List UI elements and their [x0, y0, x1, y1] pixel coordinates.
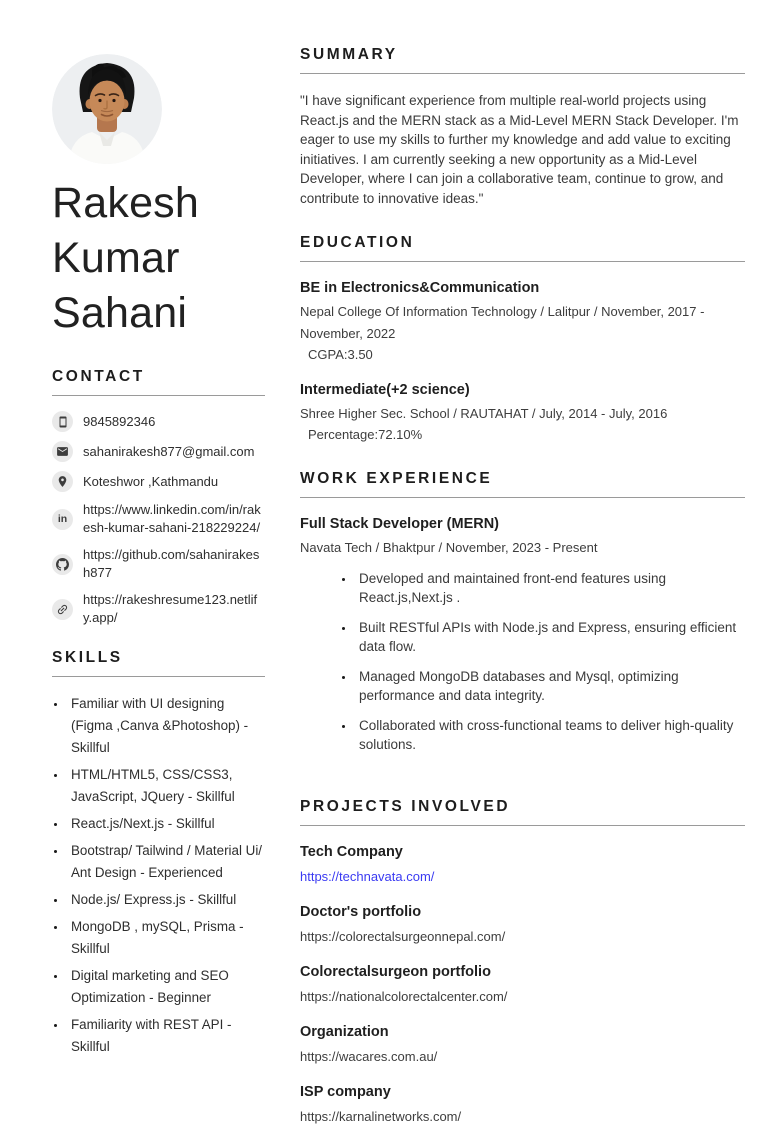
degree-title: Intermediate(+2 science): [300, 382, 470, 398]
skill-item: • Familiarity with REST API - Skillful: [67, 1014, 265, 1058]
degree-meta: Nepal College Of Information Technology / Lalitpur / November, 2017 - November, 2022: [300, 304, 705, 341]
project-url: https://wacares.com.au/: [300, 1049, 438, 1064]
project-url: https://nationalcolorectalcenter.com/: [300, 989, 508, 1004]
phone-icon: [52, 411, 73, 432]
contact-list: [52, 411, 265, 627]
project-title: Doctor's portfolio: [300, 904, 422, 920]
job-meta: Navata Tech / Bhaktpur / November, 2023 - Present: [300, 540, 598, 555]
education-section: [300, 234, 745, 444]
location-text: Koteshwor ,Kathmandu: [83, 473, 219, 489]
skill-item: • Bootstrap/ Tailwind / Material Ui/ Ant Design - Experienced: [67, 840, 265, 884]
job-bullet: • Managed MongoDB databases and Mysql, optimizing performance and data integrity.: [355, 667, 745, 705]
work-header: WORK EXPERIENCE: [300, 470, 493, 487]
job-entry: [300, 515, 745, 754]
education-header: EDUCATION: [300, 234, 415, 251]
degree-detail: Percentage:72.10%: [308, 427, 423, 442]
job-bullet: • Developed and maintained front-end features using React.js,Next.js .: [355, 569, 745, 607]
project-item: [300, 1083, 745, 1126]
project-title: Organization: [300, 1024, 389, 1040]
project-item: [300, 1023, 745, 1066]
contact-header: CONTACT: [52, 368, 145, 385]
project-title: Colorectalsurgeon portfolio: [300, 964, 491, 980]
skill-item: • MongoDB , mySQL, Prisma - Skillful: [67, 916, 265, 960]
projects-section: [300, 798, 745, 1126]
skill-item: • Node.js/ Express.js - Skillful: [67, 889, 265, 911]
email-text: sahanirakesh877@gmail.com: [83, 443, 255, 459]
project-url: https://karnalinetworks.com/: [300, 1109, 462, 1124]
contact-item-website: [52, 591, 265, 627]
summary-text: "I have significant experience from multiple real-world projects using React.js and the MERN stack as a Mid-Level MERN Stack Developer. I'm eager to use my skills to further my knowledge and add value to exciting initiatives. I am currently seeking a new opportunity as a Mid-Level Developer, where I can join a collaborative team, continue to grow, and contribute to innovative ideas.": [300, 93, 739, 206]
skill-item: • Familiar with UI designing (Figma ,Canva &Photoshop) - Skillful: [67, 693, 265, 759]
skills-divider: [52, 676, 265, 677]
location-icon: [52, 471, 73, 492]
project-item: [300, 963, 745, 1006]
work-experience-section: [300, 470, 745, 754]
degree-detail: CGPA:3.50: [308, 347, 373, 362]
education-divider: [300, 261, 745, 262]
education-entry: [300, 381, 745, 444]
project-item: [300, 843, 745, 886]
linkedin-url: https://www.linkedin.com/in/rakesh-kumar-sahani-218229224/: [83, 502, 261, 535]
website-url: https://rakeshresume123.netlify.app/: [83, 592, 258, 625]
summary-divider: [300, 73, 745, 74]
github-icon: [52, 554, 73, 575]
skills-section: [52, 649, 265, 1058]
summary-header: SUMMARY: [300, 46, 398, 63]
project-title: ISP company: [300, 1084, 391, 1100]
link-icon: [52, 599, 73, 620]
education-entry: [300, 279, 745, 364]
profile-photo: [52, 54, 162, 164]
contact-item-phone: [52, 411, 265, 432]
contact-item-linkedin: [52, 501, 265, 537]
skill-item: • Digital marketing and SEO Optimization - Beginner: [67, 965, 265, 1009]
job-bullet-list: [300, 569, 745, 754]
sidebar: [52, 0, 265, 1054]
project-url: https://colorectalsurgeonnepal.com/: [300, 929, 506, 944]
skill-item: • React.js/Next.js - Skillful: [67, 813, 265, 835]
contact-divider: [52, 395, 265, 396]
summary-section: [300, 46, 745, 208]
main-column: [300, 0, 745, 1124]
skills-header: SKILLS: [52, 649, 123, 666]
degree-meta: Shree Higher Sec. School / RAUTAHAT / July, 2014 - July, 2016: [300, 406, 668, 421]
degree-title: BE in Electronics&Communication: [300, 280, 540, 296]
skills-list: [52, 693, 265, 1058]
contact-item-github: [52, 546, 265, 582]
projects-header: PROJECTS INVOLVED: [300, 798, 511, 815]
email-icon: [52, 441, 73, 462]
project-item: [300, 903, 745, 946]
job-title: Full Stack Developer (MERN): [300, 516, 500, 532]
job-bullet: • Collaborated with cross-functional teams to deliver high-quality solutions.: [355, 716, 745, 754]
contact-section: [52, 368, 265, 627]
job-bullet: • Built RESTful APIs with Node.js and Express, ensuring efficient data flow.: [355, 618, 745, 656]
project-title: Tech Company: [300, 844, 403, 860]
work-divider: [300, 497, 745, 498]
linkedin-icon: in: [52, 509, 73, 530]
candidate-name: Rakesh Kumar Sahani: [52, 179, 199, 337]
skill-item: • HTML/HTML5, CSS/CSS3, JavaScript, JQuery - Skillful: [67, 764, 265, 808]
phone-text: 9845892346: [83, 413, 156, 429]
project-link[interactable]: https://technavata.com/: [300, 869, 435, 884]
contact-item-location: [52, 471, 265, 492]
contact-item-email: [52, 441, 265, 462]
projects-divider: [300, 825, 745, 826]
github-url: https://github.com/sahanirakesh877: [83, 547, 260, 580]
